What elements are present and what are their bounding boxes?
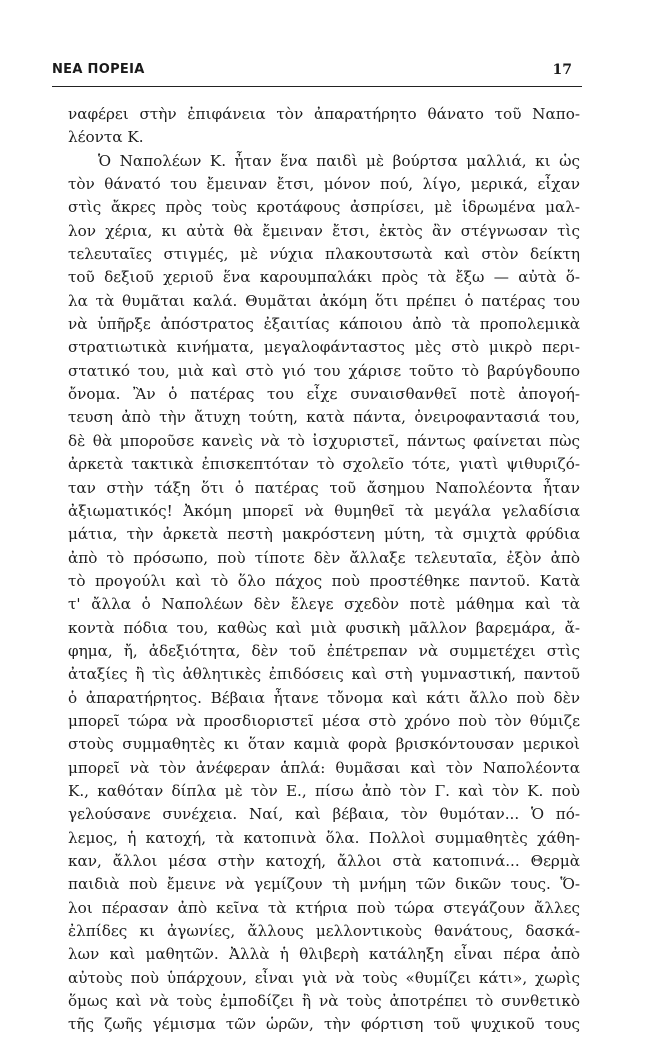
text-line: δὲ θὰ μποροῦσε κανεὶς νὰ τὸ ἰσχυριστεῖ, πάντως φαίνεται πὼς <box>68 431 580 450</box>
text-line: στοὺς συμμαθητὲς κι ὅταν καμιὰ φορὰ βρισκόντουσαν μερικοὶ <box>68 735 580 754</box>
page-number: 17 <box>552 62 572 78</box>
text-line: στὶς ἄκρες πρὸς τοὺς κροτάφους ἀσπρίσει, μὲ ἱδρωμένα μαλ- <box>68 198 580 217</box>
text-line: τευση ἀπὸ τὴν ἄτυχη τούτη, κατὰ πάντα, ὀνειροφαντασιά του, <box>68 408 580 427</box>
running-header <box>52 62 582 86</box>
text-line: μπορεῖ τώρα νὰ προσδιοριστεῖ μέσα στὸ χρόνο ποὺ τὸν θύμιζε <box>68 711 580 730</box>
text-line: ταν στὴν τάξη ὅτι ὁ πατέρας τοῦ ἄσημου Ναπολέοντα ἦταν <box>68 478 580 497</box>
text-line: λεμος, ἡ κατοχή, τὰ κατοπινὰ ὅλα. Πολλοὶ συμμαθητὲς χάθη- <box>68 828 580 847</box>
text-line: ὄνομα. Ἂν ὁ πατέρας του εἶχε συναισθανθεῖ ποτὲ ἀπογοή- <box>68 385 580 404</box>
text-line: νὰ ὑπῆρξε ἀπόστρατος ἐξαιτίας κάποιου ἀπὸ τὰ προπολεμικὰ <box>68 315 580 334</box>
text-line: ὅμως καὶ νὰ τοὺς ἐμποδίζει ἢ νὰ τοὺς ἀποτρέπει τὸ συνθετικὸ <box>68 992 580 1011</box>
text-line: γελούσανε συνέχεια. Ναί, καὶ βέβαια, τὸν θυμόταν... Ὁ πό- <box>68 805 580 824</box>
text-line: ἀρκετὰ τακτικὰ ἐπισκεπτόταν τὸ σχολεῖο τότε, γιατὶ ψιθυριζό- <box>68 455 580 474</box>
text-line: τὸν θάνατό του ἔμειναν ἔτσι, μόνον πού, λίγο, μερικά, εἶχαν <box>68 175 580 194</box>
text-line: λοι πέρασαν ἀπὸ κεῖνα τὰ κτήρια ποὺ τώρα στεγάζουν ἄλλες <box>68 898 580 917</box>
paragraph-first-line: Ὁ Ναπολέων Κ. ἦταν ἕνα παιδὶ μὲ βούρτσα μαλλιά, κι ὡς <box>98 151 580 170</box>
text-line: παιδιὰ ποὺ ἔμεινε νὰ γεμίζουν τὴ μνήμη τῶν δικῶν τους. Ὅ- <box>68 875 580 894</box>
text-line: ὁ ἀπαρατήρητος. Βέβαια ἦτανε τὄνομα καὶ κάτι ἄλλο ποὺ δὲν <box>68 688 580 707</box>
text-line: τοῦ δεξιοῦ χεριοῦ ἕνα καρουμπαλάκι πρὸς τὰ ἔξω — αὐτὰ ὅ- <box>68 268 580 287</box>
journal-title: ΝΕΑ ΠΟΡΕΙΑ <box>52 62 145 77</box>
text-line: ἀπὸ τὸ πρόσωπο, ποὺ τίποτε δὲν ἄλλαξε τελευταῖα, ἐξὸν ἀπὸ <box>68 548 580 567</box>
text-line: λον χέρια, κι αὐτὰ θὰ ἔμειναν ἔτσι, ἐκτὸς ἂν στέγνωσαν τὶς <box>68 221 580 240</box>
text-line: φημα, ἤ, ἀδεξιότητα, δὲν τοῦ ἐπέτρεπαν νὰ συμμετέχει στὶς <box>68 641 580 660</box>
text-line: στατικό του, μιὰ καὶ στὸ γιό του χάρισε τοῦτο τὸ βαρύγδουπο <box>68 361 580 380</box>
text-line: τελευταῖες στιγμές, μὲ νύχια πλακουτσωτὰ καὶ στὸν δείκτη <box>68 245 580 264</box>
text-line: κοντὰ πόδια του, καθὼς καὶ μιὰ φυσικὴ μᾶλλον βαρεμάρα, ἄ- <box>68 618 580 637</box>
text-line: Κ., καθόταν δίπλα μὲ τὸν Ε., πίσω ἀπὸ τὸν Γ. καὶ τὸν Κ. ποὺ <box>68 781 580 800</box>
text-line: μάτια, τὴν ἀρκετὰ πεστὴ μακρόστενη μύτη, τὰ σμιχτὰ φρύδια <box>68 525 580 544</box>
body-text <box>68 103 580 1037</box>
text-line: τὸ προγούλι καὶ τὸ ὅλο πάχος ποὺ προστέθηκε παντοῦ. Κατὰ <box>68 571 580 590</box>
text-line: λέοντα Κ. <box>68 128 144 147</box>
text-line: λα τὰ θυμᾶται καλά. Θυμᾶται ἀκόμη ὅτι πρέπει ὁ πατέρας του <box>68 291 580 310</box>
text-line: ναφέρει στὴν ἐπιφάνεια τὸν ἀπαρατήρητο θάνατο τοῦ Ναπο- <box>68 105 580 123</box>
text-line: ἐλπίδες κι ἀγωνίες, ἄλλους μελλοντικοὺς θανάτους, δασκά- <box>68 922 580 941</box>
text-line: ἀταξίες ἢ τὶς ἀθλητικὲς ἐπιδόσεις καὶ στὴ γυμναστική, παντοῦ <box>68 665 580 684</box>
text-line: ἀξιωματικός! Ἀκόμη μπορεῖ νὰ θυμηθεῖ τὰ μεγάλα γελαδίσια <box>68 501 580 520</box>
text-line: τ' ἄλλα ὁ Ναπολέων δὲν ἔλεγε σχεδὸν ποτὲ μάθημα καὶ τὰ <box>68 595 580 614</box>
text-line: στρατιωτικὰ κινήματα, μεγαλοφάνταστος μὲς στὸ μικρὸ περι- <box>68 338 580 357</box>
text-line: τῆς ζωῆς γέμισμα τῶν ὡρῶν, τὴν φόρτιση τοῦ ψυχικοῦ τους <box>68 1015 580 1034</box>
text-line: λων καὶ μαθητῶν. Ἀλλὰ ἡ θλιβερὴ κατάληξη εἶναι πέρα ἀπὸ <box>68 945 580 964</box>
header-rule <box>52 86 582 87</box>
text-line: καν, ἄλλοι μέσα στὴν κατοχή, ἄλλοι στὰ κατοπινά... Θερμὰ <box>68 852 580 870</box>
text-line: αὐτοὺς ποὺ ὑπάρχουν, εἶναι γιὰ νὰ τοὺς «θυμίζει κάτι», χωρὶς <box>68 968 580 987</box>
text-line: μπορεῖ νὰ τὸν ἀνέφεραν ἁπλά: θυμᾶσαι καὶ τὸν Ναπολέοντα <box>68 758 580 777</box>
